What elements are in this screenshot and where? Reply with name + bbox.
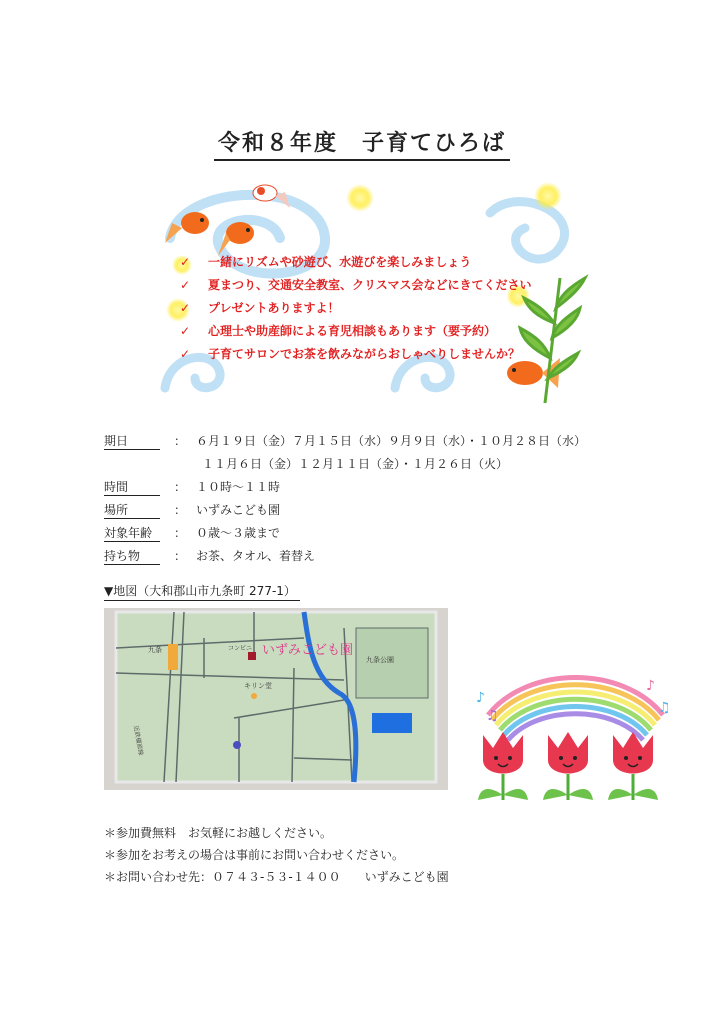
place-label: 場所 <box>104 501 160 519</box>
colon: ： <box>173 503 186 517</box>
feature-text: 心理士や助産師による育児相談もあります（要予約） <box>208 324 497 338</box>
music-note-icon: ♪ <box>476 690 485 706</box>
check-icon: ✓ <box>180 300 191 315</box>
goldfish-icon <box>253 185 290 208</box>
page-title-wrap <box>0 126 724 161</box>
note-line: ＊お問い合わせ先：０７４３-５３-１４００ いずみこども園 <box>104 870 449 884</box>
music-note-icon: ♪ <box>646 678 655 694</box>
feature-text: 一緒にリズムや砂遊び、水遊びを楽しみましょう <box>208 255 472 269</box>
list-item <box>180 250 532 273</box>
feature-text: 子育てサロンでお茶を飲みながらおしゃべりしませんか？ <box>208 347 521 361</box>
info-row-dates <box>104 430 586 453</box>
colon: ： <box>173 549 186 563</box>
tulip-icon <box>543 732 593 800</box>
tulip-icon <box>608 732 658 800</box>
notes <box>104 822 449 888</box>
dates-value-1: ６月１９日（金）７月１５日（水）９月９日（水）・１０月２８日（水） <box>196 434 587 448</box>
school-marker <box>248 652 256 660</box>
map-rail-label: 近鉄橿原線 <box>132 725 145 756</box>
map-photo <box>104 608 448 790</box>
info-row-place <box>104 499 586 522</box>
rainbow-tulip-illustration <box>468 660 683 805</box>
map-heading: ▼地図（大和郡山市九条町 277-1） <box>104 582 300 601</box>
sparkle <box>534 182 562 210</box>
dates-label: 期日 <box>104 432 160 450</box>
info-row-age <box>104 522 586 545</box>
map-conv-label: コンビニ <box>228 645 253 652</box>
list-item <box>180 273 532 296</box>
note-line: ＊参加費無料 お気軽にお越しください。 <box>104 826 333 840</box>
colon: ： <box>173 434 186 448</box>
rail-marker <box>168 644 178 670</box>
check-icon: ✓ <box>180 277 191 292</box>
age-label: 対象年齢 <box>104 524 160 542</box>
list-item <box>180 296 532 319</box>
map-store-label: キリン堂 <box>244 682 272 690</box>
info-row-dates-cont <box>104 453 586 476</box>
pond <box>372 713 412 733</box>
time-label: 時間 <box>104 478 160 496</box>
check-icon: ✓ <box>180 346 191 361</box>
page-title: 令和８年度 子育てひろば <box>214 126 510 161</box>
items-label: 持ち物 <box>104 547 160 565</box>
info-row-items <box>104 545 586 568</box>
map-park-label: 九条公園 <box>366 656 394 664</box>
list-item <box>180 342 532 365</box>
colon: ： <box>173 526 186 540</box>
music-note-icon: ♫ <box>658 700 671 716</box>
store-marker <box>251 693 257 699</box>
map-area-label: 九条 <box>148 646 162 654</box>
place-value: いずみこども園 <box>196 503 281 517</box>
feature-list <box>180 250 532 365</box>
note-line: ＊参加をお考えの場合は事前にお問い合わせください。 <box>104 848 405 862</box>
feature-text: プレゼントありますよ！ <box>208 301 340 315</box>
music-note-icon: ♫ <box>486 708 499 724</box>
event-info <box>104 430 586 568</box>
tulip-icon <box>478 732 528 800</box>
list-item <box>180 319 532 342</box>
station-icon <box>233 741 241 749</box>
info-row-time <box>104 476 586 499</box>
feature-text: 夏まつり、交通安全教室、クリスマス会などにきてください <box>208 278 532 292</box>
age-value: ０歳～３歳まで <box>196 526 281 540</box>
time-value: １０時～１１時 <box>196 480 281 494</box>
check-icon: ✓ <box>180 254 191 269</box>
map-school-label: いずみこども園 <box>262 643 354 658</box>
items-value: お茶、タオル、着替え <box>196 549 316 563</box>
dates-value-2: １１月６日（金）１２月１１日（金）・１月２６日（火） <box>202 457 509 471</box>
colon: ： <box>173 480 186 494</box>
check-icon: ✓ <box>180 323 191 338</box>
sparkle <box>346 184 374 212</box>
